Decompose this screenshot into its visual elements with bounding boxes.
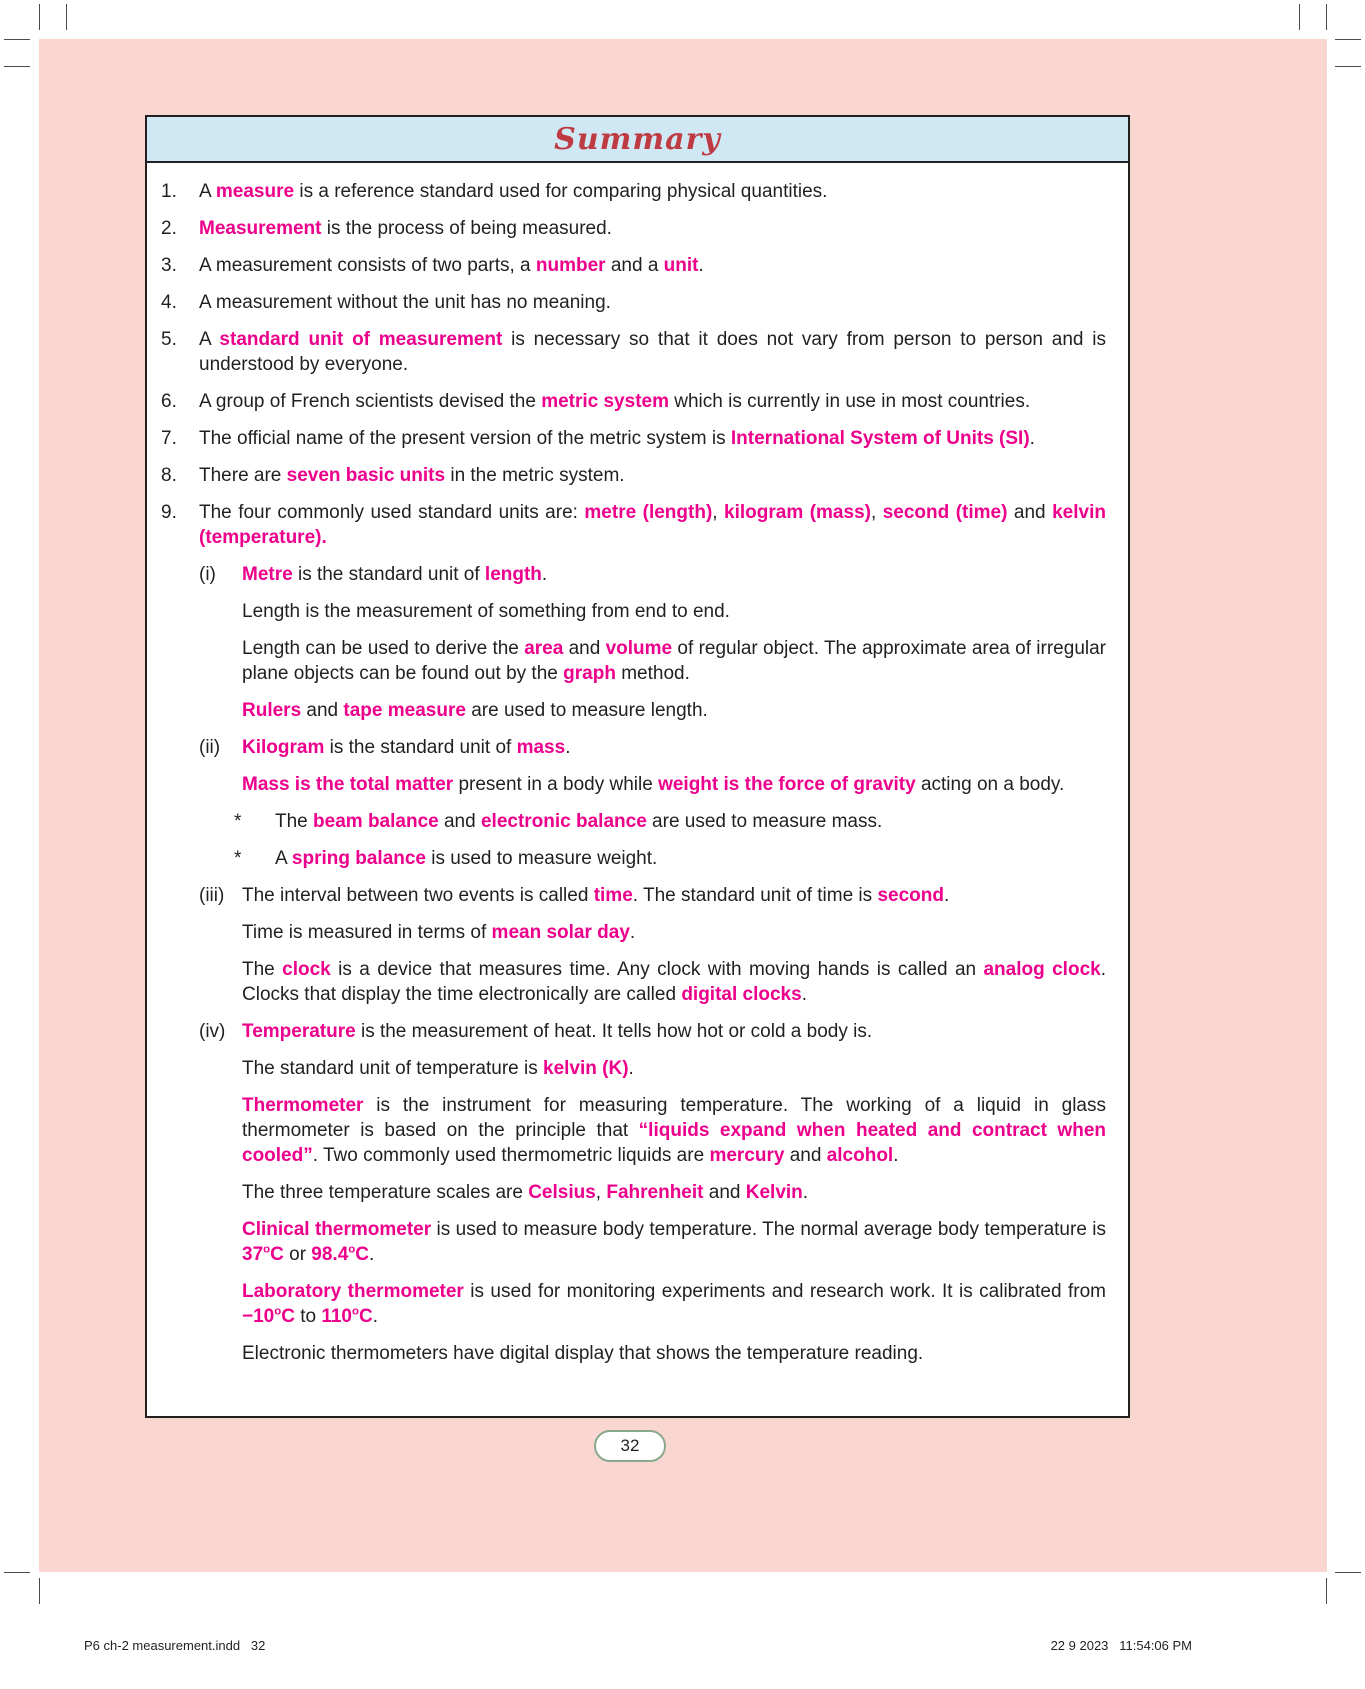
list-marker: 6.	[161, 391, 177, 412]
paragraph: A group of French scientists devised the metric system which is currently in use in most countries.	[199, 391, 1031, 412]
paragraph: Metre is the standard unit of length.	[242, 564, 548, 585]
summary-block	[161, 957, 1106, 1007]
paragraph: Mass is the total matter present in a body while weight is the force of gravity acting on a body.	[242, 774, 1065, 795]
summary-block	[161, 253, 1106, 278]
list-marker: (ii)	[199, 737, 221, 758]
paragraph: The standard unit of temperature is kelvin (K).	[242, 1058, 634, 1079]
paragraph: Length is the measurement of something from end to end.	[242, 601, 730, 622]
summary-block	[161, 290, 1106, 315]
crop-mark	[39, 4, 40, 30]
list-marker: 1.	[161, 181, 177, 202]
summary-block	[161, 636, 1106, 686]
crop-mark	[1335, 39, 1361, 40]
paragraph: Rulers and tape measure are used to measure length.	[242, 700, 708, 721]
summary-block	[161, 389, 1106, 414]
paragraph: A standard unit of measurement is necessary so that it does not vary from person to person and is understood by everyone.	[199, 329, 1106, 375]
crop-mark	[4, 1572, 30, 1573]
summary-block	[161, 772, 1106, 797]
list-marker: *	[234, 811, 242, 832]
paragraph: The four commonly used standard units are: metre (length), kilogram (mass), second (time) and kelvin (temperature).	[199, 502, 1106, 548]
paragraph: Clinical thermometer is used to measure body temperature. The normal average body temperature is 37$^o$C or 98.4$^o$C.	[242, 1219, 1107, 1265]
summary-block	[161, 883, 1106, 908]
list-marker: 3.	[161, 255, 177, 276]
summary-block	[161, 809, 1106, 834]
paragraph: Temperature is the measurement of heat. It tells how hot or cold a body is.	[242, 1021, 873, 1042]
summary-block	[161, 698, 1106, 723]
paragraph: Laboratory thermometer is used for monitoring experiments and research work. It is calibrated from $-10^oC$ to 110$^o$C.	[242, 1281, 1106, 1327]
summary-block	[161, 1341, 1106, 1366]
summary-block	[161, 463, 1106, 488]
summary-block	[161, 1279, 1106, 1329]
list-marker: 8.	[161, 465, 177, 486]
list-marker: 4.	[161, 292, 177, 313]
summary-block	[161, 1093, 1106, 1168]
paragraph: Kilogram is the standard unit of mass.	[242, 737, 571, 758]
paragraph: Length can be used to derive the area and volume of regular object. The approximate area of irregular plane objects can be found out by the graph method.	[242, 638, 1106, 684]
summary-block	[161, 735, 1106, 760]
summary-box	[145, 115, 1130, 1418]
crop-mark	[1299, 4, 1300, 30]
footer-filename: P6 ch-2 measurement.indd 32	[84, 1638, 266, 1653]
summary-header	[147, 117, 1128, 163]
paragraph: Measurement is the process of being measured.	[199, 218, 612, 239]
crop-mark	[1326, 1578, 1327, 1604]
paragraph: A spring balance is used to measure weight.	[275, 848, 658, 869]
paragraph: The interval between two events is called time. The standard unit of time is second.	[242, 885, 950, 906]
summary-block	[161, 1056, 1106, 1081]
paragraph: Time is measured in terms of mean solar day.	[242, 922, 636, 943]
paragraph: The official name of the present version of the metric system is International System of Units (SI).	[199, 428, 1035, 449]
summary-block	[161, 327, 1106, 377]
paragraph: The clock is a device that measures time. Any clock with moving hands is called an analog clock. Clocks that display the time electronically are called digital clocks.	[242, 959, 1106, 1005]
paragraph: The beam balance and electronic balance are used to measure mass.	[275, 811, 883, 832]
crop-mark	[4, 66, 30, 67]
crop-mark	[66, 4, 67, 30]
crop-mark	[1335, 66, 1361, 67]
list-marker: (iv)	[199, 1021, 226, 1042]
paragraph: The three temperature scales are Celsius, Fahrenheit and Kelvin.	[242, 1182, 809, 1203]
paragraph: Electronic thermometers have digital display that shows the temperature reading.	[242, 1343, 924, 1364]
summary-block	[161, 1180, 1106, 1205]
crop-mark	[1335, 1572, 1361, 1573]
paragraph: There are seven basic units in the metric system.	[199, 465, 625, 486]
list-marker: *	[234, 848, 242, 869]
paragraph: Thermometer is the instrument for measuring temperature. The working of a liquid in glass thermometer is based on the principle that “liquids expand when heated and contract when cooled”. Two commonly used thermometric liquids are mercury and alcohol.	[242, 1095, 1106, 1166]
crop-mark	[39, 1578, 40, 1604]
summary-block	[161, 426, 1106, 451]
summary-block	[161, 179, 1106, 204]
list-marker: 2.	[161, 218, 177, 239]
list-marker: 7.	[161, 428, 177, 449]
paragraph: A measurement without the unit has no meaning.	[199, 292, 611, 313]
list-marker: (iii)	[199, 885, 225, 906]
summary-content	[147, 163, 1128, 1366]
summary-block	[161, 562, 1106, 587]
summary-block	[161, 216, 1106, 241]
list-marker: 9.	[161, 502, 177, 523]
summary-block	[161, 920, 1106, 945]
footer-timestamp: 22 9 2023 11:54:06 PM	[1050, 1638, 1192, 1653]
summary-block	[161, 500, 1106, 550]
summary-block	[161, 1217, 1106, 1267]
summary-block	[161, 846, 1106, 871]
summary-block	[161, 1019, 1106, 1044]
crop-mark	[1326, 4, 1327, 30]
list-marker: (i)	[199, 564, 216, 585]
summary-block	[161, 599, 1106, 624]
list-marker: 5.	[161, 329, 177, 350]
paragraph: A measurement consists of two parts, a number and a unit.	[199, 255, 704, 276]
page-number-badge	[594, 1430, 666, 1462]
summary-title: Summary	[554, 121, 721, 157]
page-number: 32	[620, 1436, 640, 1455]
crop-mark	[4, 39, 30, 40]
paragraph: A measure is a reference standard used for comparing physical quantities.	[199, 181, 828, 202]
